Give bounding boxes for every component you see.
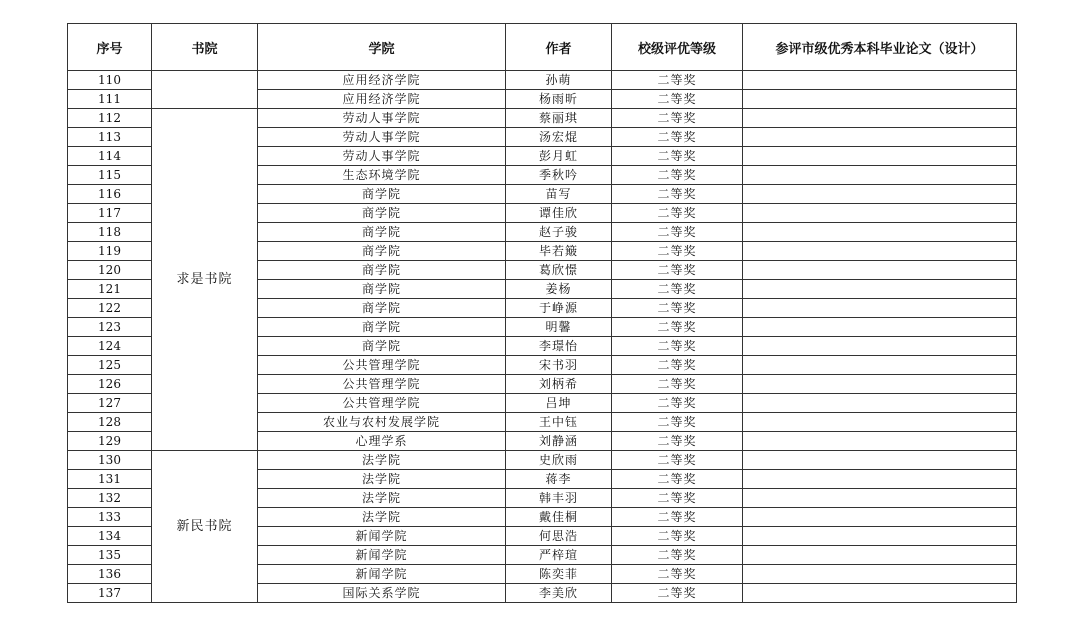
recommendation-cell bbox=[743, 470, 1017, 489]
college-cell: 新闻学院 bbox=[258, 546, 506, 565]
grade-cell: 二等奖 bbox=[612, 185, 743, 204]
grade-cell: 二等奖 bbox=[612, 261, 743, 280]
grade-cell: 二等奖 bbox=[612, 470, 743, 489]
recommendation-cell bbox=[743, 375, 1017, 394]
author-cell: 宋书羽 bbox=[506, 356, 612, 375]
row-index: 136 bbox=[68, 565, 152, 584]
grade-cell: 二等奖 bbox=[612, 242, 743, 261]
header-college: 学院 bbox=[258, 24, 506, 71]
college-cell: 商学院 bbox=[258, 280, 506, 299]
recommendation-cell bbox=[743, 318, 1017, 337]
recommendation-cell bbox=[743, 356, 1017, 375]
row-index: 119 bbox=[68, 242, 152, 261]
header-recommendation: 参评市级优秀本科毕业论文（设计） bbox=[743, 24, 1017, 71]
row-index: 115 bbox=[68, 166, 152, 185]
college-cell: 劳动人事学院 bbox=[258, 128, 506, 147]
recommendation-cell bbox=[743, 413, 1017, 432]
college-cell: 商学院 bbox=[258, 185, 506, 204]
college-cell: 劳动人事学院 bbox=[258, 109, 506, 128]
author-cell: 严梓瑄 bbox=[506, 546, 612, 565]
grade-cell: 二等奖 bbox=[612, 223, 743, 242]
grade-cell: 二等奖 bbox=[612, 166, 743, 185]
row-index: 116 bbox=[68, 185, 152, 204]
author-cell: 于峥源 bbox=[506, 299, 612, 318]
recommendation-cell bbox=[743, 223, 1017, 242]
author-cell: 蔡丽琪 bbox=[506, 109, 612, 128]
recommendation-cell bbox=[743, 204, 1017, 223]
academy-cell: 新民书院 bbox=[152, 451, 258, 603]
author-cell: 史欣雨 bbox=[506, 451, 612, 470]
header-grade: 校级评优等级 bbox=[612, 24, 743, 71]
college-cell: 公共管理学院 bbox=[258, 375, 506, 394]
row-index: 129 bbox=[68, 432, 152, 451]
row-index: 117 bbox=[68, 204, 152, 223]
table-row bbox=[68, 71, 1017, 90]
college-cell: 公共管理学院 bbox=[258, 356, 506, 375]
row-index: 113 bbox=[68, 128, 152, 147]
grade-cell: 二等奖 bbox=[612, 356, 743, 375]
college-cell: 商学院 bbox=[258, 318, 506, 337]
author-cell: 韩丰羽 bbox=[506, 489, 612, 508]
recommendation-cell bbox=[743, 527, 1017, 546]
college-cell: 法学院 bbox=[258, 451, 506, 470]
grade-cell: 二等奖 bbox=[612, 128, 743, 147]
author-cell: 刘柄希 bbox=[506, 375, 612, 394]
author-cell: 谭佳欣 bbox=[506, 204, 612, 223]
header-author: 作者 bbox=[506, 24, 612, 71]
grade-cell: 二等奖 bbox=[612, 451, 743, 470]
college-cell: 农业与农村发展学院 bbox=[258, 413, 506, 432]
grade-cell: 二等奖 bbox=[612, 394, 743, 413]
recommendation-cell bbox=[743, 71, 1017, 90]
recommendation-cell bbox=[743, 185, 1017, 204]
college-cell: 商学院 bbox=[258, 242, 506, 261]
college-cell: 法学院 bbox=[258, 489, 506, 508]
grade-cell: 二等奖 bbox=[612, 413, 743, 432]
grade-cell: 二等奖 bbox=[612, 565, 743, 584]
author-cell: 杨雨昕 bbox=[506, 90, 612, 109]
recommendation-cell bbox=[743, 90, 1017, 109]
recommendation-cell bbox=[743, 394, 1017, 413]
row-index: 137 bbox=[68, 584, 152, 603]
grade-cell: 二等奖 bbox=[612, 147, 743, 166]
row-index: 112 bbox=[68, 109, 152, 128]
academy-cell bbox=[152, 71, 258, 109]
author-cell: 彭月虹 bbox=[506, 147, 612, 166]
author-cell: 蒋李 bbox=[506, 470, 612, 489]
recommendation-cell bbox=[743, 565, 1017, 584]
author-cell: 刘静涵 bbox=[506, 432, 612, 451]
author-cell: 陈奕菲 bbox=[506, 565, 612, 584]
recommendation-cell bbox=[743, 489, 1017, 508]
grade-cell: 二等奖 bbox=[612, 299, 743, 318]
row-index: 123 bbox=[68, 318, 152, 337]
author-cell: 李美欣 bbox=[506, 584, 612, 603]
row-index: 132 bbox=[68, 489, 152, 508]
grade-cell: 二等奖 bbox=[612, 584, 743, 603]
row-index: 126 bbox=[68, 375, 152, 394]
row-index: 114 bbox=[68, 147, 152, 166]
academy-cell: 求是书院 bbox=[152, 109, 258, 451]
author-cell: 王中钰 bbox=[506, 413, 612, 432]
row-index: 118 bbox=[68, 223, 152, 242]
college-cell: 新闻学院 bbox=[258, 527, 506, 546]
college-cell: 国际关系学院 bbox=[258, 584, 506, 603]
college-cell: 商学院 bbox=[258, 299, 506, 318]
recommendation-cell bbox=[743, 546, 1017, 565]
author-cell: 赵子骏 bbox=[506, 223, 612, 242]
author-cell: 毕若簸 bbox=[506, 242, 612, 261]
author-cell: 苗写 bbox=[506, 185, 612, 204]
author-cell: 明馨 bbox=[506, 318, 612, 337]
grade-cell: 二等奖 bbox=[612, 527, 743, 546]
table-row bbox=[68, 451, 1017, 470]
row-index: 130 bbox=[68, 451, 152, 470]
grade-cell: 二等奖 bbox=[612, 546, 743, 565]
author-cell: 吕坤 bbox=[506, 394, 612, 413]
row-index: 134 bbox=[68, 527, 152, 546]
author-cell: 葛欣憬 bbox=[506, 261, 612, 280]
grade-cell: 二等奖 bbox=[612, 204, 743, 223]
grade-cell: 二等奖 bbox=[612, 71, 743, 90]
recommendation-cell bbox=[743, 261, 1017, 280]
header-index: 序号 bbox=[68, 24, 152, 71]
recommendation-cell bbox=[743, 166, 1017, 185]
recommendation-cell bbox=[743, 451, 1017, 470]
author-cell: 汤宏焜 bbox=[506, 128, 612, 147]
college-cell: 商学院 bbox=[258, 337, 506, 356]
row-index: 121 bbox=[68, 280, 152, 299]
row-index: 120 bbox=[68, 261, 152, 280]
row-index: 127 bbox=[68, 394, 152, 413]
college-cell: 应用经济学院 bbox=[258, 71, 506, 90]
college-cell: 法学院 bbox=[258, 508, 506, 527]
row-index: 133 bbox=[68, 508, 152, 527]
recommendation-cell bbox=[743, 508, 1017, 527]
recommendation-cell bbox=[743, 147, 1017, 166]
recommendation-cell bbox=[743, 299, 1017, 318]
row-index: 131 bbox=[68, 470, 152, 489]
author-cell: 戴佳桐 bbox=[506, 508, 612, 527]
grade-cell: 二等奖 bbox=[612, 280, 743, 299]
college-cell: 新闻学院 bbox=[258, 565, 506, 584]
grade-cell: 二等奖 bbox=[612, 90, 743, 109]
college-cell: 法学院 bbox=[258, 470, 506, 489]
college-cell: 公共管理学院 bbox=[258, 394, 506, 413]
row-index: 125 bbox=[68, 356, 152, 375]
college-cell: 劳动人事学院 bbox=[258, 147, 506, 166]
grade-cell: 二等奖 bbox=[612, 375, 743, 394]
table-body bbox=[68, 71, 1017, 603]
recommendation-cell bbox=[743, 280, 1017, 299]
recommendation-cell bbox=[743, 128, 1017, 147]
author-cell: 李璟怡 bbox=[506, 337, 612, 356]
grade-cell: 二等奖 bbox=[612, 318, 743, 337]
college-cell: 应用经济学院 bbox=[258, 90, 506, 109]
recommendation-cell bbox=[743, 337, 1017, 356]
row-index: 135 bbox=[68, 546, 152, 565]
author-cell: 孙萌 bbox=[506, 71, 612, 90]
recommendation-cell bbox=[743, 432, 1017, 451]
table-row bbox=[68, 109, 1017, 128]
college-cell: 商学院 bbox=[258, 261, 506, 280]
recommendation-cell bbox=[743, 584, 1017, 603]
row-index: 124 bbox=[68, 337, 152, 356]
college-cell: 生态环境学院 bbox=[258, 166, 506, 185]
grade-cell: 二等奖 bbox=[612, 432, 743, 451]
row-index: 110 bbox=[68, 71, 152, 90]
row-index: 128 bbox=[68, 413, 152, 432]
college-cell: 商学院 bbox=[258, 204, 506, 223]
awards-table bbox=[67, 23, 1017, 603]
recommendation-cell bbox=[743, 109, 1017, 128]
author-cell: 季秋吟 bbox=[506, 166, 612, 185]
grade-cell: 二等奖 bbox=[612, 489, 743, 508]
header-row bbox=[68, 24, 1017, 71]
grade-cell: 二等奖 bbox=[612, 337, 743, 356]
author-cell: 何思浩 bbox=[506, 527, 612, 546]
college-cell: 商学院 bbox=[258, 223, 506, 242]
grade-cell: 二等奖 bbox=[612, 109, 743, 128]
college-cell: 心理学系 bbox=[258, 432, 506, 451]
header-academy: 书院 bbox=[152, 24, 258, 71]
grade-cell: 二等奖 bbox=[612, 508, 743, 527]
author-cell: 姜杨 bbox=[506, 280, 612, 299]
recommendation-cell bbox=[743, 242, 1017, 261]
row-index: 111 bbox=[68, 90, 152, 109]
row-index: 122 bbox=[68, 299, 152, 318]
